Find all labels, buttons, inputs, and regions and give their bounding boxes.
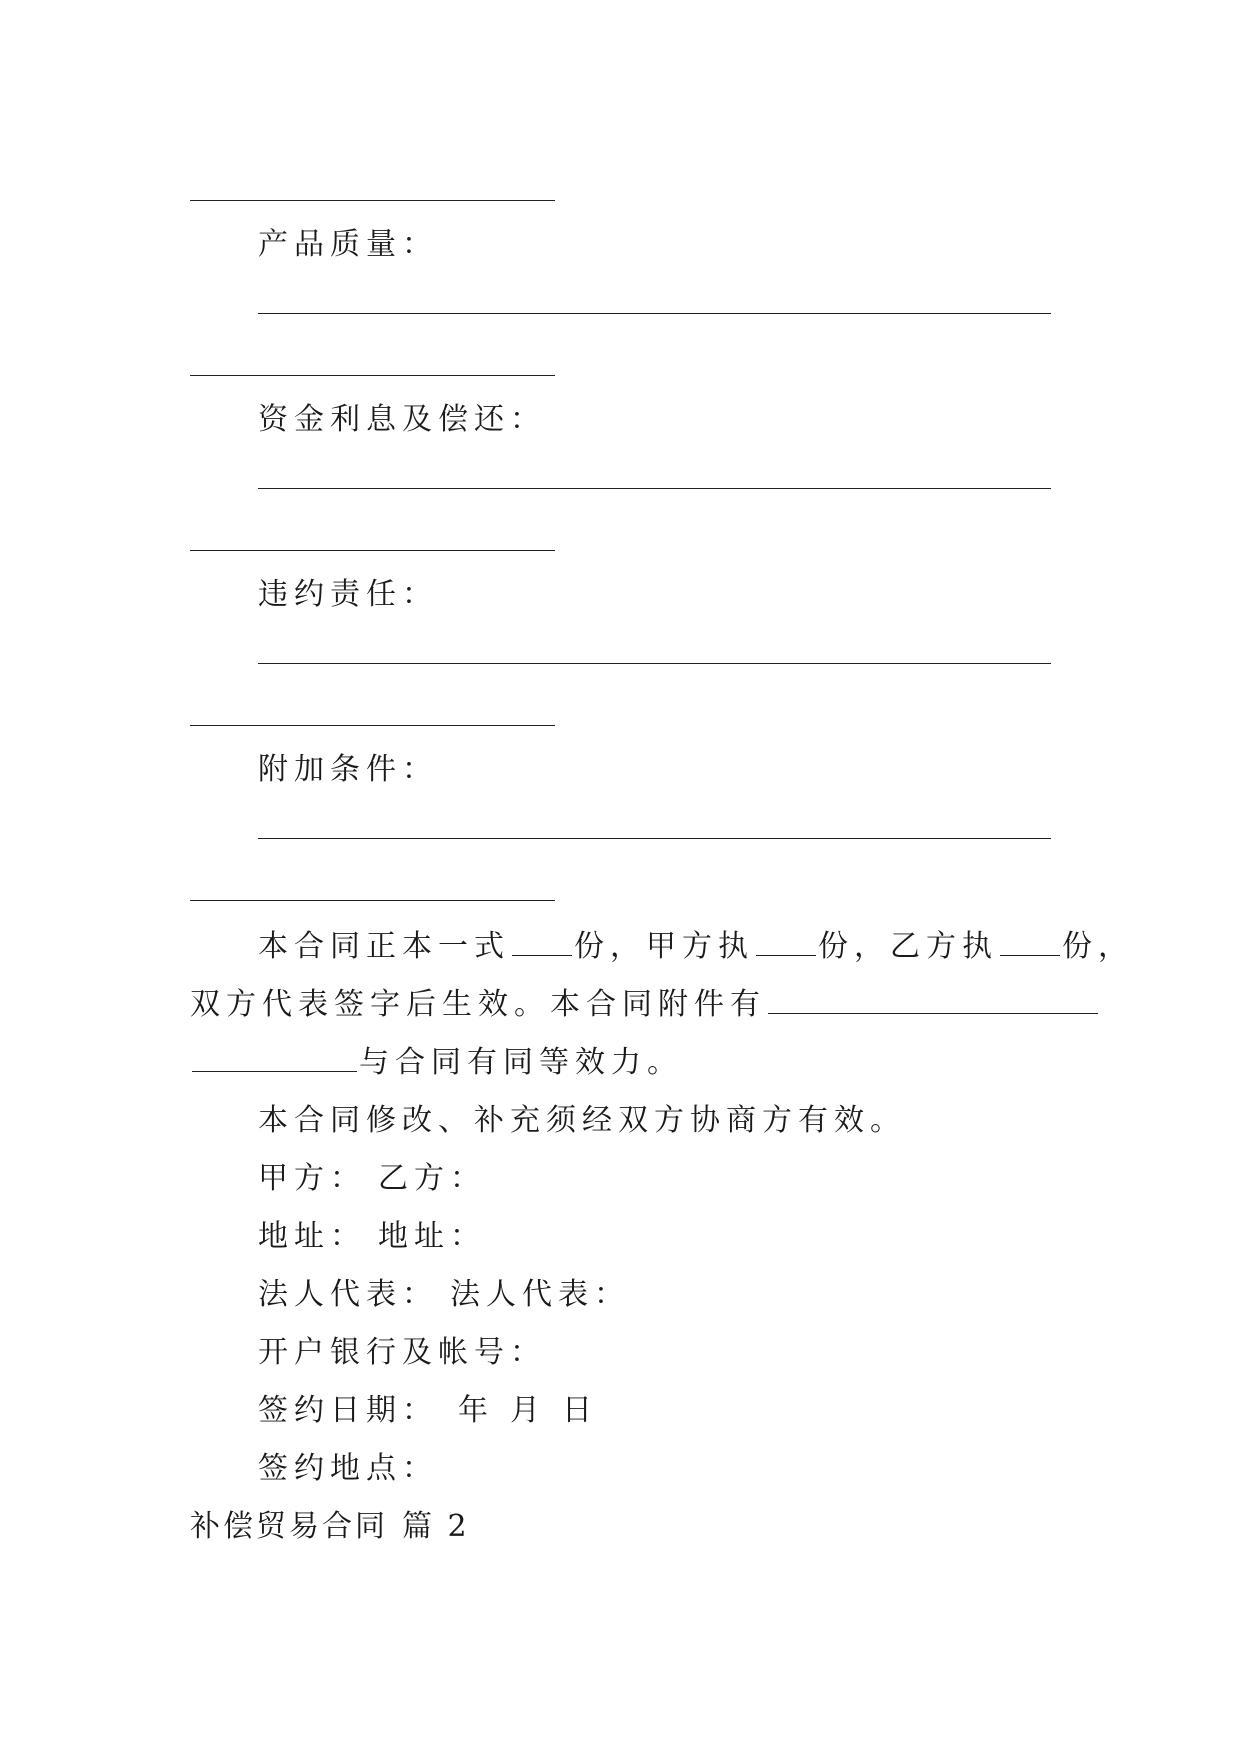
- interest-repayment-label: 资金利息及偿还：: [258, 402, 546, 437]
- party-a-label: 甲方：: [258, 1161, 366, 1196]
- fill-in-line: [190, 375, 555, 376]
- sign-date-label: 签约日期：: [258, 1393, 438, 1428]
- fill-in-line: [258, 663, 1051, 664]
- bank-account-label: 开户银行及帐号：: [258, 1335, 546, 1370]
- fill-in-line: [258, 838, 1051, 839]
- copies-text: 与合同有同等效力。: [359, 1045, 683, 1080]
- blank-line: [1000, 955, 1060, 956]
- address-b-label: 地址：: [378, 1219, 486, 1254]
- blank-line: [512, 955, 572, 956]
- year-label: 年: [458, 1393, 494, 1428]
- section-title: 补偿贸易合同: [190, 1509, 388, 1544]
- fill-in-line: [190, 200, 555, 201]
- address-a-label: 地址：: [258, 1219, 366, 1254]
- month-label: 月: [510, 1393, 546, 1428]
- fill-in-line: [258, 313, 1051, 314]
- blank-line: [756, 955, 816, 956]
- sign-place-label: 签约地点：: [258, 1451, 438, 1486]
- fill-in-line: [190, 900, 555, 901]
- legal-rep-line: [258, 1275, 630, 1315]
- section-part: 篇 2: [402, 1509, 470, 1544]
- copies-text: 份，乙方执: [818, 929, 998, 964]
- fill-in-line: [190, 550, 555, 551]
- amendment-clause: 本合同修改、补充须经双方协商方有效。: [258, 1103, 906, 1138]
- sign-date-line: [258, 1391, 598, 1431]
- breach-liability-label: 违约责任：: [258, 577, 438, 612]
- section-heading: [190, 1507, 470, 1547]
- copies-text: 份，: [1062, 929, 1134, 964]
- blank-line: [192, 1071, 357, 1072]
- copies-line-3: [190, 1043, 683, 1083]
- legal-rep-b-label: 法人代表：: [450, 1277, 630, 1312]
- copies-text: 份，甲方执: [574, 929, 754, 964]
- fill-in-line: [258, 488, 1051, 489]
- copies-text: 双方代表签字后生效。本合同附件有: [190, 987, 766, 1022]
- blank-line: [768, 1013, 1098, 1014]
- fill-in-line: [190, 725, 555, 726]
- copies-line-1: [258, 927, 1134, 967]
- additional-terms-label: 附加条件：: [258, 752, 438, 787]
- party-b-label: 乙方：: [378, 1161, 486, 1196]
- legal-rep-a-label: 法人代表：: [258, 1277, 438, 1312]
- copies-line-2: [190, 985, 1100, 1025]
- day-label: 日: [562, 1393, 598, 1428]
- copies-text: 本合同正本一式: [258, 929, 510, 964]
- product-quality-label: 产品质量：: [258, 227, 438, 262]
- party-line: [258, 1159, 486, 1199]
- address-line: [258, 1217, 486, 1257]
